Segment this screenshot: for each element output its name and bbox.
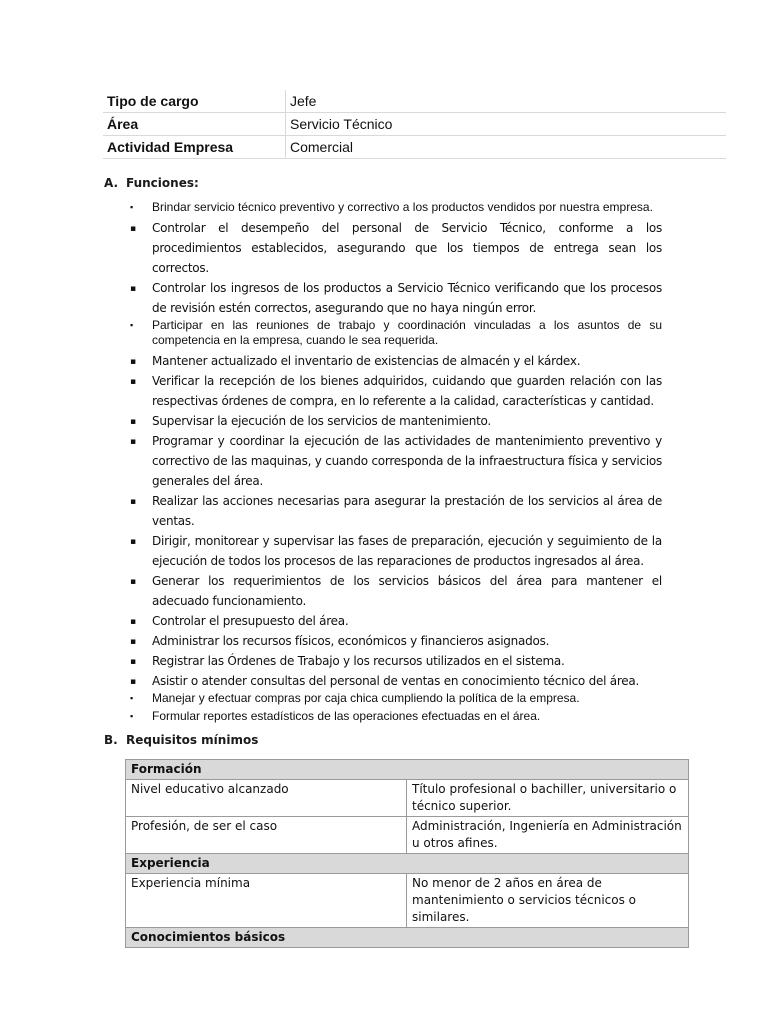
section-b-heading <box>104 733 258 747</box>
company-activity-value: Comercial <box>286 136 727 159</box>
section-a-heading <box>104 176 199 190</box>
list-item: ▪ Controlar el desempeño del personal de Servicio Técnico, conforme a los procedimientos establecidos, asegurando que los tiempos de entrega sean los correctos. <box>130 221 662 275</box>
list-item: ▪ Supervisar la ejecución de los servicios de mantenimiento. <box>128 411 662 431</box>
bullet-icon: ▪ <box>130 617 136 627</box>
list-item: ▪ Registrar las Órdenes de Trabajo y los recursos utilizados en el sistema. <box>128 651 662 671</box>
section-b-title: Requisitos mínimos <box>126 733 259 747</box>
job-type-value: Jefe <box>286 90 727 113</box>
bullet-icon: ▪ <box>130 224 136 234</box>
table-row <box>126 817 689 854</box>
area-label: Área <box>103 113 286 136</box>
table-row <box>126 780 689 817</box>
bullet-icon: ▪ <box>130 637 136 647</box>
bullet-icon: ▪ <box>130 284 136 294</box>
list-item: ▪ Dirigir, monitorear y supervisar las fases de preparación, ejecución y seguimiento de la ejecución de todos los procesos de las reparaciones de productos ingresados al área. <box>130 534 662 568</box>
section-a-title: Funciones: <box>126 176 199 190</box>
formation-header: Formación <box>126 760 689 780</box>
bullet-icon: ▪ <box>130 357 136 367</box>
list-item: ▪ Brindar servicio técnico preventivo y correctivo a los productos vendidos por nuestra empresa. <box>130 200 653 214</box>
list-item: ▪ Asistir o atender consultas del personal de ventas en conocimiento técnico del área. <box>128 671 662 691</box>
area-value: Servicio Técnico <box>286 113 727 136</box>
table-row <box>103 113 726 136</box>
list-item: ▪ Verificar la recepción de los bienes adquiridos, cuidando que guarden relación con las respectivas órdenes de compra, en lo referente a la calidad, características y cantidad. <box>130 374 662 408</box>
list-item: ▪ Mantener actualizado el inventario de existencias de almacén y el kárdex. <box>128 351 662 371</box>
min-experience-value: No menor de 2 años en área de mantenimiento o servicios técnicos o similares. <box>407 874 689 928</box>
min-experience-label: Experiencia mínima <box>126 874 407 928</box>
list-item: ▪ Participar en las reuniones de trabajo y coordinación vinculadas a los asuntos de su competencia en la empresa, cuando le sea requerida. <box>130 318 662 347</box>
experience-header: Experiencia <box>126 854 689 874</box>
bullet-icon: ▪ <box>130 693 134 703</box>
basic-knowledge-header: Conocimientos básicos <box>126 928 689 948</box>
section-a-letter: A. <box>104 176 119 190</box>
bullet-icon: ▪ <box>130 537 136 547</box>
list-item: ▪ Generar los requerimientos de los servicios básicos del área para mantener el adecuado funcionamiento. <box>130 574 662 608</box>
list-item: ▪ Controlar el presupuesto del área. <box>128 611 662 631</box>
bullet-icon: ▪ <box>130 677 136 687</box>
company-activity-label: Actividad Empresa <box>103 136 286 159</box>
bullet-icon: ▪ <box>130 437 136 447</box>
profession-label: Profesión, de ser el caso <box>126 817 407 854</box>
table-row <box>126 760 689 780</box>
job-header-table <box>103 90 726 159</box>
profession-value: Administración, Ingeniería en Administración u otros afines. <box>407 817 689 854</box>
job-type-label: Tipo de cargo <box>103 90 286 113</box>
list-item: ▪ Administrar los recursos físicos, económicos y financieros asignados. <box>128 631 662 651</box>
education-level-value: Título profesional o bachiller, universitario o técnico superior. <box>407 780 689 817</box>
list-item: ▪ Programar y coordinar la ejecución de las actividades de mantenimiento preventivo y correctivo de las maquinas, y cuando corresponda de la infraestructura física y servicios generales del área. <box>130 434 662 488</box>
table-row <box>126 854 689 874</box>
bullet-icon: ▪ <box>130 497 136 507</box>
table-row <box>126 874 689 928</box>
bullet-icon: ▪ <box>130 417 136 427</box>
education-level-label: Nivel educativo alcanzado <box>126 780 407 817</box>
list-item: ▪ Manejar y efectuar compras por caja chica cumpliendo la política de la empresa. <box>130 691 580 705</box>
list-item: ▪ Controlar los ingresos de los productos a Servicio Técnico verificando que los procesos de revisión estén correctos, asegurando que no haya ningún error. <box>130 281 662 315</box>
bullet-icon: ▪ <box>130 711 134 721</box>
functions-list <box>128 200 662 727</box>
table-row <box>103 136 726 159</box>
table-row <box>126 928 689 948</box>
list-item: ▪ Formular reportes estadísticos de las operaciones efectuadas en el área. <box>130 709 541 723</box>
bullet-icon: ▪ <box>130 202 134 212</box>
requirements-table <box>125 759 689 948</box>
bullet-icon: ▪ <box>130 657 136 667</box>
bullet-icon: ▪ <box>130 577 136 587</box>
bullet-icon: ▪ <box>130 320 134 330</box>
bullet-icon: ▪ <box>130 377 136 387</box>
table-row <box>103 90 726 113</box>
section-b-letter: B. <box>104 733 118 747</box>
list-item: ▪ Realizar las acciones necesarias para asegurar la prestación de los servicios al área de ventas. <box>130 494 662 528</box>
